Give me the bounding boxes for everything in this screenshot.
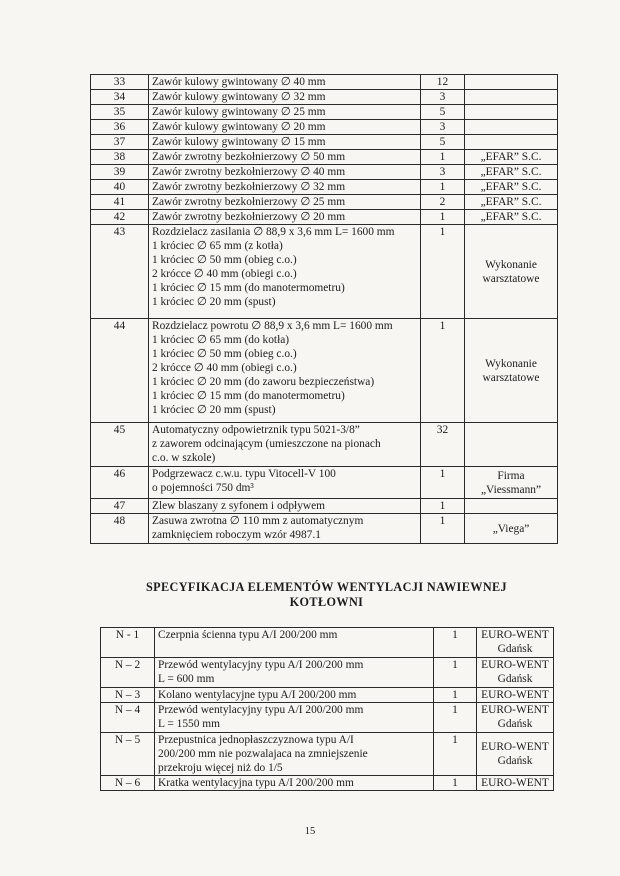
- producer-line: „EFAR” S.C.: [480, 211, 542, 223]
- producer-line: EURO-WENT: [481, 777, 549, 789]
- description-line: przekroju więcej niż do 1/5: [158, 762, 283, 774]
- producer-line: Gdańsk: [497, 755, 533, 767]
- table-row: [91, 165, 558, 180]
- table-row: [91, 499, 558, 514]
- table-row: [91, 75, 558, 90]
- item-producer: [477, 628, 554, 658]
- item-quantity: 1: [421, 150, 465, 165]
- item-description: [155, 703, 434, 733]
- item-number: 40: [91, 180, 149, 195]
- description-line: 1 króciec ∅ 20 mm (spust): [152, 296, 276, 308]
- description-line: Zawór zwrotny bezkołnierzowy ∅ 40 mm: [152, 166, 346, 178]
- description-line: Zawór kulowy gwintowany ∅ 40 mm: [152, 76, 326, 88]
- producer-line: EURO-WENT: [481, 741, 549, 753]
- item-producer: [477, 733, 554, 776]
- item-producer: [465, 105, 558, 120]
- table-row: [91, 105, 558, 120]
- item-producer: [465, 210, 558, 225]
- producer-line: „EFAR” S.C.: [480, 166, 542, 178]
- description-line: 1 króciec ∅ 15 mm (do manotermometru): [152, 390, 345, 402]
- item-description: [149, 225, 421, 319]
- description-line: Rozdzielacz powrotu ∅ 88,9 x 3,6 mm L= 1600 mm: [152, 320, 393, 332]
- item-producer: [465, 499, 558, 514]
- table-row: [91, 90, 558, 105]
- item-producer: [465, 423, 558, 467]
- description-line: Zawór kulowy gwintowany ∅ 25 mm: [152, 106, 326, 118]
- item-description: [149, 75, 421, 90]
- item-description: [149, 150, 421, 165]
- item-producer: [465, 165, 558, 180]
- item-description: [149, 210, 421, 225]
- item-number: N – 3: [101, 688, 155, 703]
- item-description: [155, 776, 434, 791]
- item-description: [149, 105, 421, 120]
- item-description: [149, 135, 421, 150]
- item-number: 48: [91, 514, 149, 544]
- description-line: 1 króciec ∅ 50 mm (obieg c.o.): [152, 254, 297, 266]
- description-line: Rozdzielacz zasilania ∅ 88,9 x 3,6 mm L= 1600 mm: [152, 226, 395, 238]
- producer-line: Wykonanie: [485, 357, 537, 370]
- item-description: [155, 658, 434, 688]
- item-number: 47: [91, 499, 149, 514]
- item-number: 41: [91, 195, 149, 210]
- description-line: Zasuwa zwrotna ∅ 110 mm z automatycznym: [152, 515, 364, 527]
- table-row: [101, 776, 554, 791]
- description-line: 1 króciec ∅ 65 mm (do kotła): [152, 334, 290, 346]
- producer-line: Gdańsk: [497, 673, 533, 685]
- table-row: [91, 135, 558, 150]
- item-description: [149, 120, 421, 135]
- item-quantity: 1: [421, 467, 465, 499]
- item-quantity: 1: [434, 658, 477, 688]
- item-number: 36: [91, 120, 149, 135]
- item-description: [149, 499, 421, 514]
- item-description: [155, 628, 434, 658]
- description-line: Przepustnica jednopłaszczyznowa typu A/I: [158, 734, 354, 746]
- item-quantity: 5: [421, 135, 465, 150]
- producer-line: Firma: [497, 469, 525, 482]
- item-number: 44: [91, 319, 149, 423]
- item-producer: [465, 195, 558, 210]
- producer-line: EURO-WENT: [481, 629, 549, 641]
- item-number: N – 6: [101, 776, 155, 791]
- item-producer: [465, 135, 558, 150]
- item-number: N – 2: [101, 658, 155, 688]
- producer-line: „EFAR” S.C.: [480, 196, 542, 208]
- item-number: 38: [91, 150, 149, 165]
- item-producer: [465, 90, 558, 105]
- item-quantity: 1: [434, 776, 477, 791]
- section-title: [100, 580, 553, 610]
- description-line: 1 króciec ∅ 20 mm (spust): [152, 404, 276, 416]
- table-row: [91, 514, 558, 544]
- description-line: 1 króciec ∅ 50 mm (obieg c.o.): [152, 348, 297, 360]
- description-line: Podgrzewacz c.w.u. typu Vitocell-V 100: [152, 468, 336, 480]
- item-number: N - 1: [101, 628, 155, 658]
- description-line: Zawór zwrotny bezkołnierzowy ∅ 50 mm: [152, 151, 346, 163]
- producer-line: EURO-WENT: [481, 704, 549, 716]
- item-description: [155, 733, 434, 776]
- description-line: 1 króciec ∅ 65 mm (z kotła): [152, 240, 283, 252]
- producer-line: Gdańsk: [497, 643, 533, 655]
- item-quantity: 1: [421, 210, 465, 225]
- producer-line: Wykonanie: [485, 258, 537, 271]
- table-row: [91, 467, 558, 499]
- description-line: 1 króciec ∅ 20 mm (do zaworu bezpieczeństwa): [152, 376, 375, 388]
- item-quantity: 1: [434, 733, 477, 776]
- table-row: [91, 423, 558, 467]
- item-description: [149, 90, 421, 105]
- item-producer: [465, 120, 558, 135]
- description-line: Zawór kulowy gwintowany ∅ 15 mm: [152, 136, 326, 148]
- item-quantity: 1: [421, 319, 465, 423]
- producer-line: „EFAR” S.C.: [480, 151, 542, 163]
- description-line: Zawór zwrotny bezkołnierzowy ∅ 25 mm: [152, 196, 346, 208]
- section-title-line: SPECYFIKACJA ELEMENTÓW WENTYLACJI NAWIEWNEJ: [145, 580, 508, 594]
- table-row: [91, 225, 558, 319]
- description-line: Zawór kulowy gwintowany ∅ 32 mm: [152, 91, 326, 103]
- item-quantity: 2: [421, 195, 465, 210]
- description-line: 2 krócce ∅ 40 mm (obiegi c.o.): [152, 362, 297, 374]
- table-row: [101, 733, 554, 776]
- item-producer: [465, 467, 558, 499]
- item-number: 42: [91, 210, 149, 225]
- description-line: Kratka wentylacyjna typu A/I 200/200 mm: [158, 777, 354, 789]
- item-quantity: 1: [434, 688, 477, 703]
- producer-line: „Viessmann”: [480, 483, 542, 496]
- item-description: [149, 514, 421, 544]
- item-producer: [477, 776, 554, 791]
- item-producer: [477, 703, 554, 733]
- item-description: [155, 688, 434, 703]
- item-quantity: 1: [421, 499, 465, 514]
- producer-line: warsztatowe: [482, 371, 540, 384]
- item-producer: [465, 319, 558, 423]
- producer-line: EURO-WENT: [481, 689, 549, 701]
- description-line: Kolano wentylacyjne typu A/I 200/200 mm: [158, 689, 357, 701]
- item-number: 46: [91, 467, 149, 499]
- item-quantity: 1: [421, 180, 465, 195]
- table-row: [101, 688, 554, 703]
- item-producer: [465, 75, 558, 90]
- item-quantity: 12: [421, 75, 465, 90]
- item-description: [149, 180, 421, 195]
- producer-line: warsztatowe: [482, 272, 540, 285]
- item-description: [149, 467, 421, 499]
- producer-line: „EFAR” S.C.: [480, 181, 542, 193]
- description-line: o pojemności 750 dm³: [152, 482, 254, 494]
- item-number: 45: [91, 423, 149, 467]
- item-number: 33: [91, 75, 149, 90]
- description-line: Zawór zwrotny bezkołnierzowy ∅ 32 mm: [152, 181, 346, 193]
- item-description: [149, 165, 421, 180]
- description-line: c.o. w szkole): [152, 452, 216, 464]
- item-quantity: 1: [421, 225, 465, 319]
- item-producer: [465, 225, 558, 319]
- description-line: 200/200 mm nie pozwalajaca na zmniejszenie: [158, 748, 368, 760]
- table-row: [91, 180, 558, 195]
- ventilation-spec-table: [100, 627, 554, 791]
- page-number: 15: [304, 826, 316, 837]
- item-number: 34: [91, 90, 149, 105]
- item-number: N – 5: [101, 733, 155, 776]
- description-line: zamknięciem roboczym wzór 4987.1: [152, 529, 321, 541]
- table-row: [91, 195, 558, 210]
- item-producer: [465, 180, 558, 195]
- item-producer: [477, 658, 554, 688]
- table-row: [101, 703, 554, 733]
- item-quantity: 3: [421, 165, 465, 180]
- description-line: 2 krócce ∅ 40 mm (obiegi c.o.): [152, 268, 297, 280]
- description-line: L = 600 mm: [158, 673, 215, 685]
- table-row: [101, 628, 554, 658]
- description-line: Zawór kulowy gwintowany ∅ 20 mm: [152, 121, 326, 133]
- item-quantity: 32: [421, 423, 465, 467]
- table-row: [91, 150, 558, 165]
- table-row: [91, 120, 558, 135]
- description-line: 1 króciec ∅ 15 mm (do manotermometru): [152, 282, 345, 294]
- item-quantity: 1: [434, 703, 477, 733]
- item-description: [149, 423, 421, 467]
- producer-line: „Viega”: [492, 522, 530, 535]
- description-line: L = 1550 mm: [158, 718, 221, 730]
- table-row: [91, 210, 558, 225]
- item-quantity: 1: [434, 628, 477, 658]
- description-line: Zawór zwrotny bezkołnierzowy ∅ 20 mm: [152, 211, 346, 223]
- table-row: [101, 658, 554, 688]
- item-description: [149, 195, 421, 210]
- item-number: 35: [91, 105, 149, 120]
- producer-line: Gdańsk: [497, 718, 533, 730]
- description-line: Automatyczny odpowietrznik typu 5021-3/8”: [152, 424, 360, 436]
- section-title-line: KOTŁOWNI: [289, 595, 364, 609]
- item-quantity: 1: [421, 514, 465, 544]
- item-producer: [477, 688, 554, 703]
- item-description: [149, 319, 421, 423]
- producer-line: EURO-WENT: [481, 659, 549, 671]
- item-quantity: 3: [421, 120, 465, 135]
- item-producer: [465, 514, 558, 544]
- item-number: N – 4: [101, 703, 155, 733]
- description-line: z zaworem odcinającym (umieszczone na pionach: [152, 438, 381, 450]
- heating-spec-table: [90, 74, 558, 544]
- item-number: 37: [91, 135, 149, 150]
- item-number: 43: [91, 225, 149, 319]
- table-row: [91, 319, 558, 423]
- description-line: Czerpnia ścienna typu A/I 200/200 mm: [158, 629, 338, 641]
- item-producer: [465, 150, 558, 165]
- item-number: 39: [91, 165, 149, 180]
- description-line: Zlew blaszany z syfonem i odpływem: [152, 500, 326, 512]
- item-quantity: 5: [421, 105, 465, 120]
- description-line: Przewód wentylacyjny typu A/I 200/200 mm: [158, 659, 364, 671]
- item-quantity: 3: [421, 90, 465, 105]
- description-line: Przewód wentylacyjny typu A/I 200/200 mm: [158, 704, 364, 716]
